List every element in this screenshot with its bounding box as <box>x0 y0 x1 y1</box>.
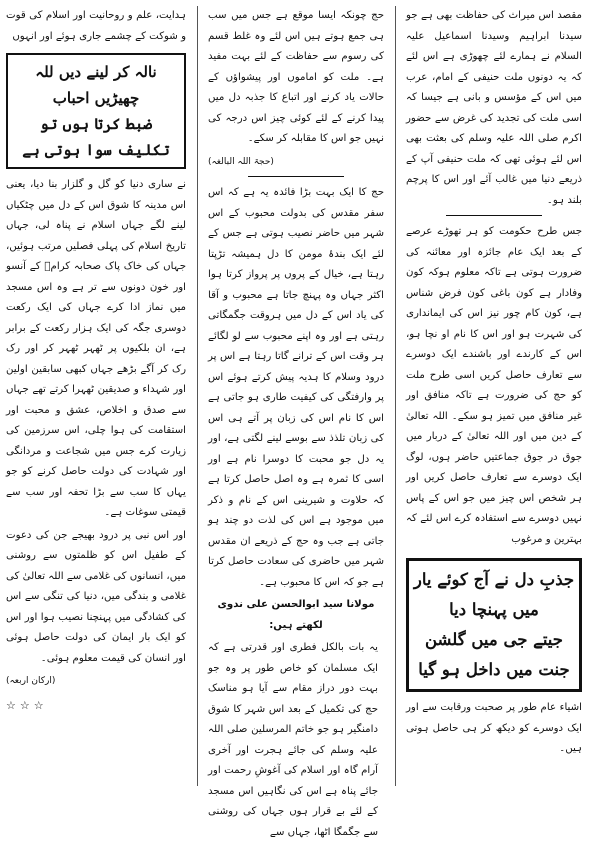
source-citation: (ارکان اربعہ) <box>6 676 56 686</box>
paragraph: اشیاء عام طور پر صحبت ورقابت سے اور ایک دوسرے کو دیکھ کر ہی حاصل ہوتی ہیں۔ <box>406 702 582 754</box>
poetry-line: جیتے جی میں گلشن جنت میں داخل ہو گیا <box>418 630 570 679</box>
middle-column <box>208 6 384 838</box>
paragraph: جس طرح حکومت کو ہر تھوڑے عرصے کے بعد ایک عام جائزہ اور معائنہ کی ضرورت ہوتی ہے تاکہ معلوم ہوکہ کون وفادار ہے کون باغی کون فرض شناس ہے، کون کام چور نیز اس کی ایمانداری کی شہرت ہو اور اس کا نام او نچا ہو، اس کے کارندے اور باشندے ایک دوسرے سے تعارف حاصل کریں اسی طرح ملت کو حج کی ضرورت ہے تاکہ منافق اور غیر منافق میں تمیز ہو سکے۔ اللہ تعالیٰ کے دین میں اور اللہ تعالیٰ کے دربار میں جوق در جوق جماعتیں حاضر ہوں، لوگ ایک دوسرے سے تعارف حاصل کریں اور ہر شخص اس چیز میں جو اس کے پاس نہیں دوسرے سے استفادہ کرے اس لئے کہ بہترین و مرغوب <box>406 226 582 545</box>
divider <box>248 176 344 177</box>
poetry-line: ضبط کرتا ہوں تو تکلیف سوا ہوتی ہے <box>22 115 170 159</box>
source-citation: (حجۃ اللہ البالغہ) <box>208 156 274 167</box>
poetry-line: جذبِ دل نے آج کوئے یار میں پہنچا دیا <box>413 570 575 619</box>
section-heading: مولانا سید ابوالحسن علی ندوی لکھتے ہیں: <box>217 599 375 631</box>
paragraph: اور اس نبی پر درود بھیجے جن کی دعوت کے طفیل اس کو ظلمتوں سے روشنی میں، انسانوں کی غلامی سے اللہ تعالیٰ کی غلامی و بندگی میں، دنیا کی تنگی سے اس کی کشادگی میں پہنچنا نصیب ہوا اور اس کو ایک بار ایمان کی دولت حاصل ہوئی اور انسان کی قیمت معلوم ہوئی۔ <box>6 529 186 664</box>
right-column <box>406 6 582 786</box>
star-ornament: ☆☆☆ <box>6 698 48 712</box>
left-column <box>6 6 186 786</box>
poetry-line: نالہ کر لینے دیں للہ چھیڑیں احباب <box>35 63 157 107</box>
column-divider <box>395 6 396 786</box>
paragraph: حج کا ایک بہت بڑا فائدہ یہ ہے کہ اس سفر مقدس کی بدولت محبوب کے اس شہر میں حاضر نصیب ہوتی ہے جس کے لئے ایک بندۂ مومن کا دل ہمیشہ تڑپتا رہتا ہے، خیال کے پروں پر پرواز کرتا ہوا اکثر جہاں وہ پہنچ جاتا ہے محبوب و آقا کی یاد اس کے دل میں ہروقت جگمگاتی رہتی ہے اور وہ اپنے محبوب سے لو لگائے ہر وقت اس کے ترانے گاتا رہتا ہے اس پر درود وسلام کا ہدیہ پیش کرتے ہوئے اس پر وارفتگی کی کیفیت طاری ہو جاتی ہے اس کا نام اس کی زبان پر آتے ہی اس کی زبان تلذذ سے بوسے لینے لگتی ہے، اور یہ دل جو محبت کا دوسرا نام ہے اور اسی کا ثمرہ ہے وہ اصل حاصل کرتا ہے کہ حلاوت و شیرینی اس کے نام و ذکر میں موجود ہے اس کی لذت دو چند ہو جاتی ہے جب وہ حج کے ذریعے ان مقدس شہر میں حاضری کی سعادت حاصل کرتا ہے جو کہ اس کا محبوب ہے۔ <box>208 187 384 588</box>
poetry-banner <box>6 53 186 169</box>
quote-paragraph: یہ بات بالکل فطری اور قدرتی ہے کہ ایک مسلمان کو خاص طور پر وہ جو بہت دور دراز مقام سے آیا ہو مناسک حج کی تکمیل کے بعد اس شہر کا شوق دامنگیر ہو جو خاتم المرسلین صلی اللہ علیہ وسلم کی جائے ہجرت اور آخری آرام گاہ اور اسلام کی آغوشِ رحمت اور جائے پناہ ہے اس کی نگاہیں اس مسجد کے لئے بے قرار ہوں جہاں کی روشنی سے جگمگا اٹھا، جہاں سے <box>208 642 378 838</box>
paragraph: مقصد اس میراث کی حفاظت بھی ہے جو سیدنا ابراہیم وسیدنا اسماعیل علیہ السلام نے ہمارے لئے چھوڑی ہے اس لئے کہ یہ دونوں ملت حنیفی کے امام، عرب میں اس کے مؤسس و بانی ہے جیسا کہ اسی ملت کی تجدید کی غرض سے حضور اکرم صلی اللہ علیہ وسلم کی بعثت بھی اس لئے ہوئی تھی کہ ملت حنیفی آپ کے ذریعے دنیا میں غالب آئے اور اس کا پرچم بلند ہو۔ <box>406 10 582 206</box>
paragraph: ہدایت، علم و روحانیت اور اسلام کی قوت و شوکت کے چشمے جاری ہوئے اور انہوں <box>6 10 186 42</box>
column-divider <box>197 6 198 786</box>
paragraph: نے ساری دنیا کو گل و گلزار بنا دیا، یعنی اس مدینہ کا شوق اس کے دل میں چٹکیاں لینے لگے جہاں اسلام نے پناہ لی، جہاں تاریخ اسلام کی پہلی فصلیں مرتب ہوئیں، جہاں کی خاک پاک صحابہ کرامؓ کے آنسو اور خون دونوں سے تر ہے وہ اس مسجد میں نماز ادا کرے جہاں کی ایک رکعت دوسری جگہ کی ایک ہزار رکعت کے برابر ہے، ان بلکیوں پر ٹھہر ٹھہر کر اور رک رک کر آگے بڑھے جہاں کبھی سابقین اولین اور شہداء و صدیقین ٹھہرا کرتے تھے جہاں سے صدق و اخلاص، عشق و محبت اور استقامت کی ہوا چلی، اس سرزمین کی زیارت کرے جس میں شجاعت و مردانگی اور شہادت کی دولت حاصل کرنے کو جو یہاں کا سب سے بڑا تحفہ اور سب سے قیمتی سوغات ہے۔ <box>6 179 186 518</box>
poetry-banner <box>406 558 582 692</box>
divider <box>446 215 542 216</box>
paragraph: حج چونکہ ایسا موقع ہے جس میں سب ہی جمع ہوتے ہیں اس لئے وہ غلط قسم کی رسوم سے حفاظت کے لئے بہت مفید ہے۔ ملت کو اماموں اور پیشواؤں کے حالات یاد کرنے اور اتباع کا جذبہ دل میں پیدا کرنے کے لئے کوئی چیز اس درجہ کی نہیں جو اس کا مقابلہ کر سکے۔ <box>208 10 384 144</box>
